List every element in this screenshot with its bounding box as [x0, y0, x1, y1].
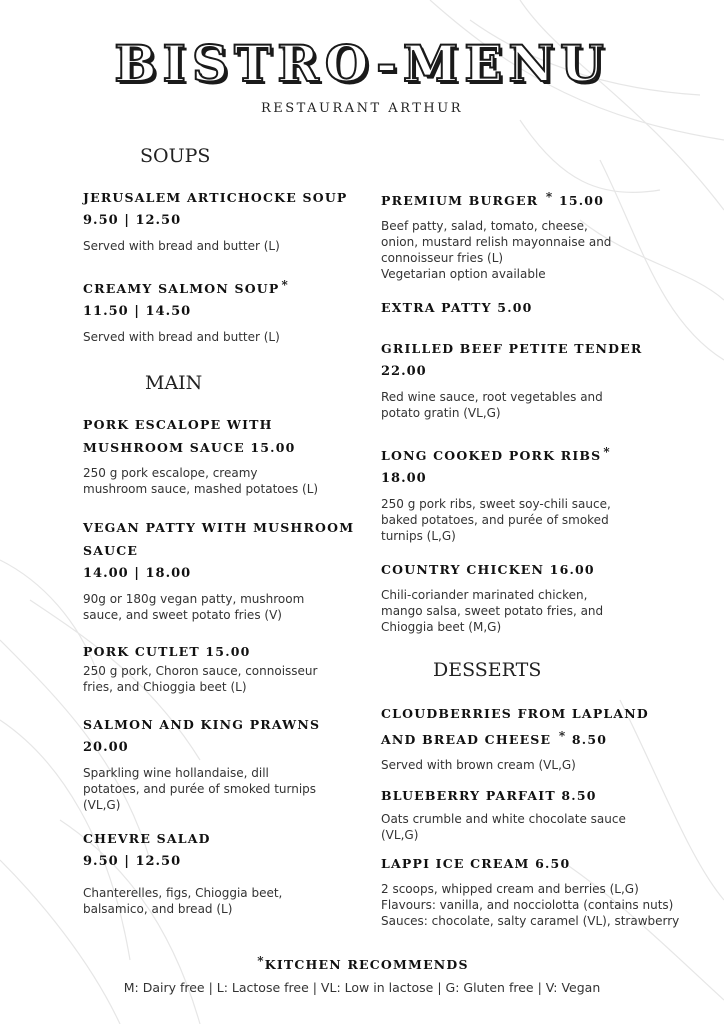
- item-description: Sparkling wine hollandaise, dill potatoes, and purée of smoked turnips (VL,G): [83, 766, 317, 812]
- item-name-line1: PORK ESCALOPE WITH: [83, 417, 273, 432]
- item-price: 9.50 | 12.50: [83, 854, 182, 869]
- section-desserts: DESSERTS: [433, 659, 542, 681]
- item-description: Chili-coriander marinated chicken, mango salsa, sweet potato fries, and Chioggia beet (M,G): [381, 588, 604, 634]
- item-description: Served with bread and butter (L): [83, 330, 280, 344]
- item-name: LAPPI ICE CREAM 6.50: [381, 856, 571, 871]
- item-name: CREAMY SALMON SOUP: [83, 281, 280, 296]
- menu-item-extra-patty: [381, 296, 533, 319]
- item-name: PREMIUM BURGER: [381, 193, 539, 208]
- item-name: EXTRA PATTY 5.00: [381, 300, 533, 315]
- menu-item-beef-tender: [381, 337, 643, 421]
- item-name: JERUSALEM ARTICHOCKE SOUP: [83, 190, 348, 205]
- section-main: MAIN: [145, 372, 203, 394]
- item-price: 15.00: [558, 193, 605, 208]
- item-price: 14.00 | 18.00: [83, 566, 192, 581]
- item-name-line2: AND BREAD CHEESE: [381, 732, 552, 747]
- item-name: GRILLED BEEF PETITE TENDER: [381, 341, 643, 356]
- item-name-line1: VEGAN PATTY WITH MUSHROOM: [83, 520, 355, 535]
- item-description: 250 g pork, Choron sauce, connoisseur fries, and Chioggia beet (L): [83, 664, 318, 694]
- item-description: Served with bread and butter (L): [83, 239, 280, 253]
- menu-item-lappi-ice-cream: [381, 852, 679, 929]
- menu-item-country-chicken: [381, 558, 603, 635]
- item-description: Served with brown cream (VL,G): [381, 758, 576, 772]
- item-price: 18.00: [381, 471, 427, 486]
- item-description: Oats crumble and white chocolate sauce (VL,G): [381, 812, 626, 842]
- item-name: CHEVRE SALAD: [83, 831, 211, 846]
- item-name-line2: SAUCE: [83, 543, 139, 558]
- dietary-legend: M: Dairy free | L: Lactose free | VL: Low in lactose | G: Gluten free | V: Vegan: [123, 980, 601, 995]
- menu-item-vegan-patty: [83, 516, 354, 623]
- menu-item-salmon-prawns: [83, 713, 320, 813]
- item-price: 9.50 | 12.50: [83, 213, 182, 228]
- item-description: 90g or 180g vegan patty, mushroom sauce, and sweet potato fries (V): [83, 592, 305, 622]
- menu-item-salmon-soup: [83, 274, 289, 345]
- item-description: Red wine sauce, root vegetables and potato gratin (VL,G): [381, 390, 603, 420]
- item-name: SALMON AND KING PRAWNS: [83, 717, 321, 732]
- item-price: 22.00: [381, 364, 427, 379]
- item-name-line1: CLOUDBERRIES FROM LAPLAND: [381, 706, 649, 721]
- item-name: BLUEBERRY PARFAIT 8.50: [381, 788, 597, 803]
- recommend-star: *: [281, 278, 289, 292]
- item-name: LONG COOKED PORK RIBS: [381, 448, 602, 463]
- item-price: 8.50: [571, 732, 608, 747]
- menu-item-cloudberries: [381, 702, 649, 773]
- item-name-line2: MUSHROOM SAUCE 15.00: [83, 440, 296, 455]
- menu-item-pork-escalope: [83, 413, 318, 497]
- menu-item-premium-burger: [381, 186, 611, 282]
- menu-title: BISTRO-MENU: [114, 34, 610, 93]
- menu-item-artichoke-soup: [83, 186, 348, 254]
- item-description: 2 scoops, whipped cream and berries (L,G) Flavours: vanilla, and nocciolotta (contains nuts) Sauces: chocolate, salty caramel (VL), strawberry: [381, 882, 680, 928]
- recommend-star: *: [558, 729, 567, 743]
- menu-item-chevre-salad: [83, 827, 282, 917]
- item-description: 250 g pork ribs, sweet soy-chili sauce, baked potatoes, and purée of smoked turnips (L,G): [381, 497, 611, 543]
- item-description: Beef patty, salad, tomato, cheese, onion, mustard relish mayonnaise and connoisseur fries (L) Vegetarian option available: [381, 219, 612, 281]
- kitchen-recommends-note: [0, 954, 724, 972]
- item-name: COUNTRY CHICKEN 16.00: [381, 562, 595, 577]
- recommend-star: *: [257, 954, 265, 968]
- restaurant-name: RESTAURANT ARTHUR: [260, 101, 464, 116]
- item-price: 11.50 | 14.50: [83, 304, 192, 319]
- recommend-star: *: [603, 445, 611, 459]
- recommend-star: *: [545, 190, 554, 204]
- menu-item-pork-cutlet: [83, 640, 317, 695]
- kitchen-recommends-label: KITCHEN RECOMMENDS: [264, 957, 469, 972]
- item-name: PORK CUTLET 15.00: [83, 644, 251, 659]
- menu-item-blueberry-parfait: [381, 784, 626, 843]
- section-soups: SOUPS: [140, 145, 211, 167]
- item-price: 20.00: [83, 740, 129, 755]
- item-description: Chanterelles, figs, Chioggia beet, balsamico, and bread (L): [83, 886, 283, 916]
- menu-item-pork-ribs: [381, 441, 611, 544]
- item-description: 250 g pork escalope, creamy mushroom sauce, mashed potatoes (L): [83, 466, 319, 496]
